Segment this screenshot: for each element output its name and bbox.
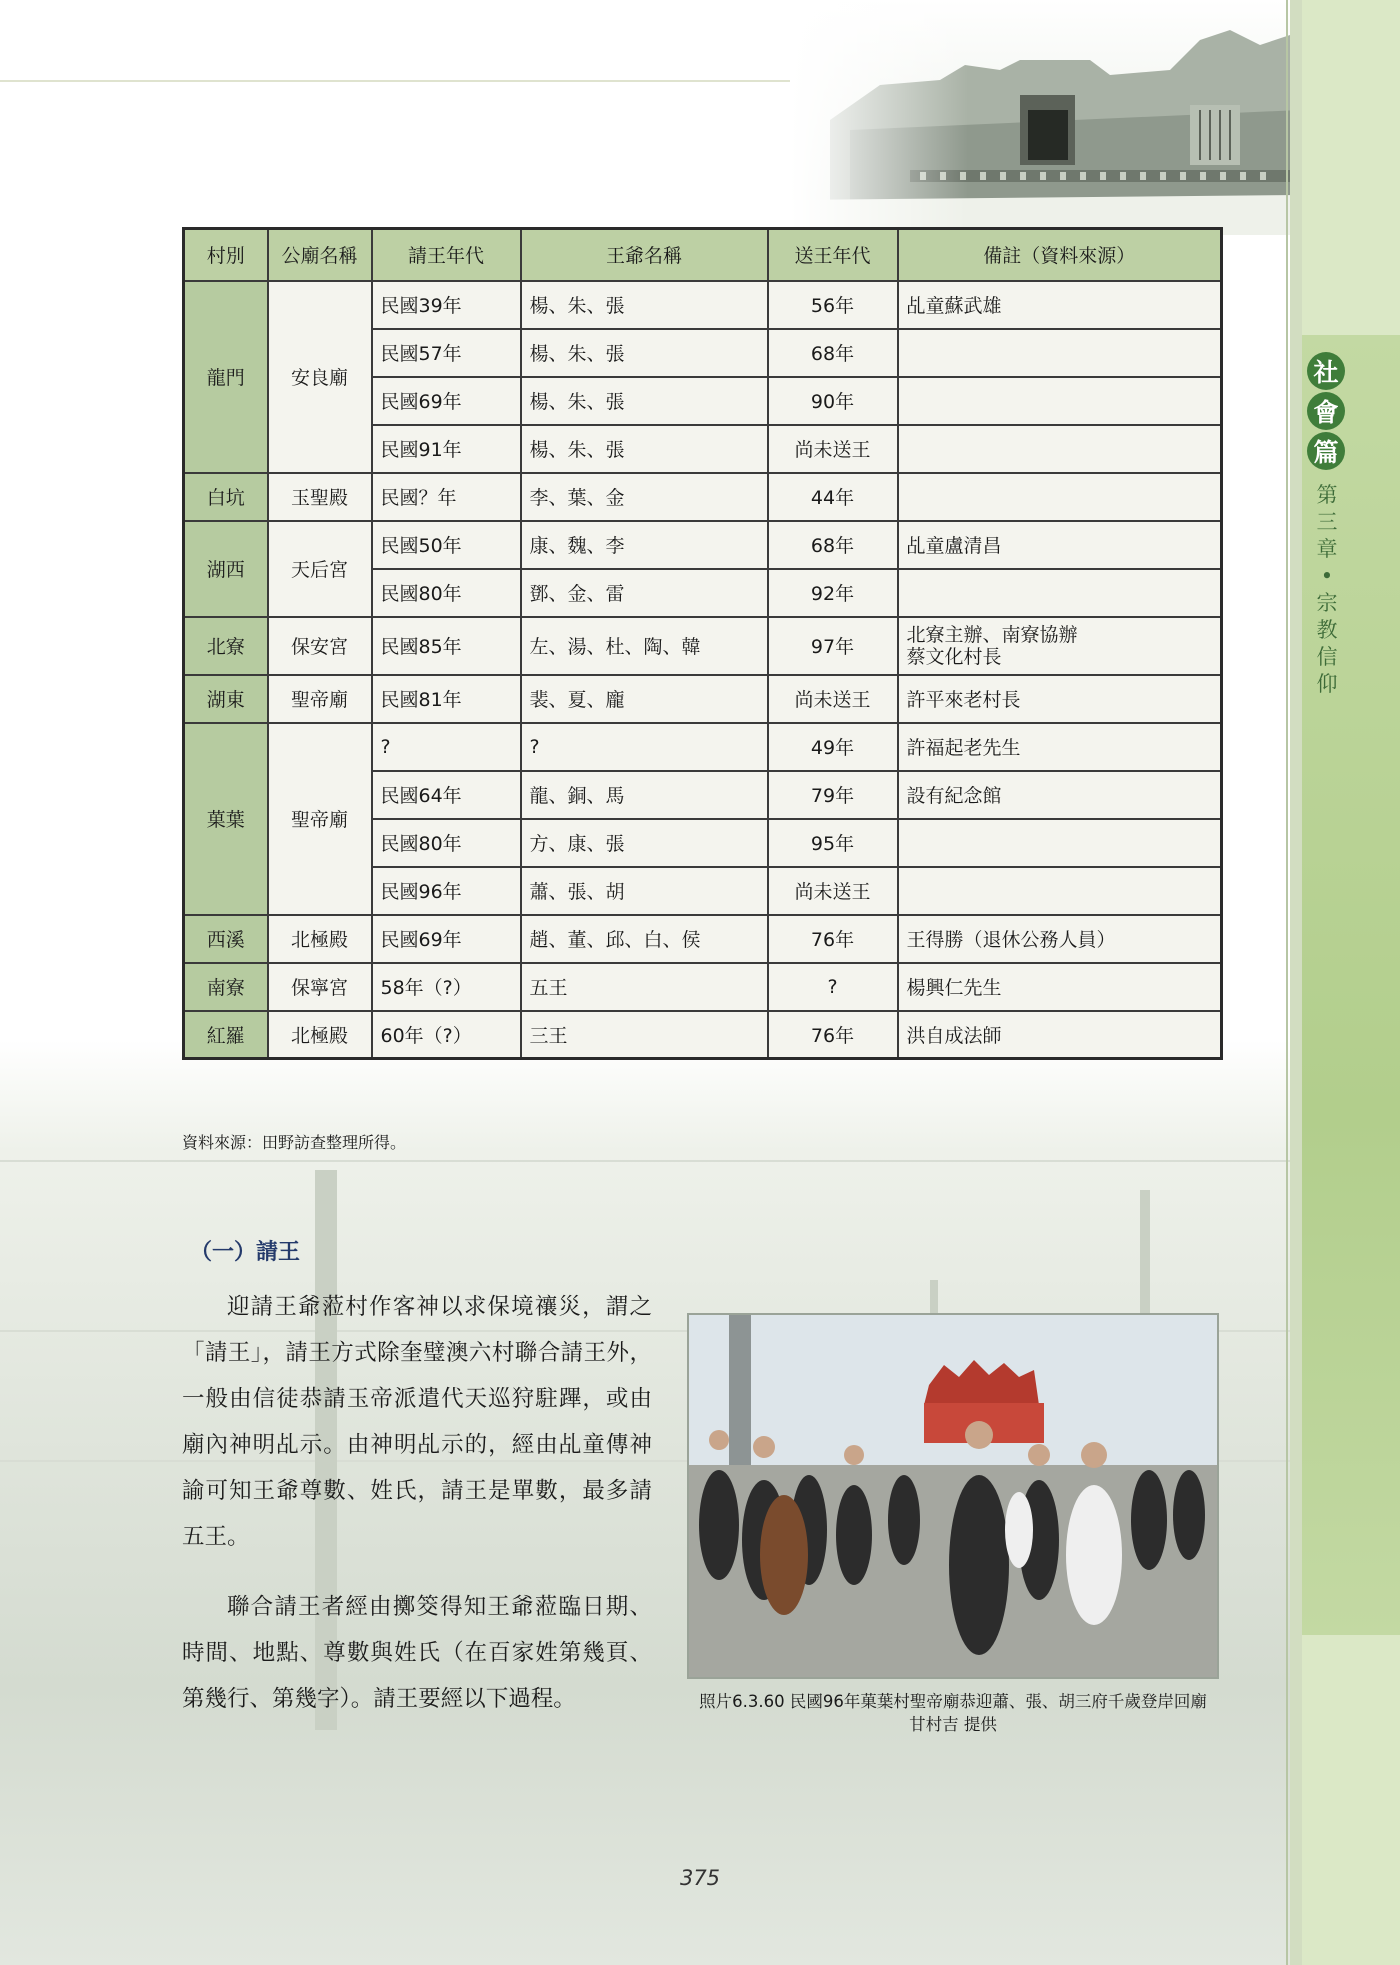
names-cell: 楊、朱、張 [521, 281, 768, 329]
note-cell [898, 867, 1222, 915]
chapter-char: 信 [1316, 645, 1338, 669]
page-number: 375 [679, 1866, 721, 1890]
temple-cell: 北極殿 [268, 915, 372, 963]
send-cell: 76年 [768, 1011, 898, 1059]
section-tab [1307, 352, 1347, 472]
village-cell: 北寮 [184, 617, 268, 675]
temple-cell: 聖帝廟 [268, 675, 372, 723]
note-cell [898, 819, 1222, 867]
invite-cell: 民國85年 [372, 617, 521, 675]
send-cell: 49年 [768, 723, 898, 771]
note-cell: 乩童盧清昌 [898, 521, 1222, 569]
note-cell [898, 617, 1222, 675]
send-cell: 90年 [768, 377, 898, 425]
table-row [184, 521, 1222, 569]
temple-cell: 玉聖殿 [268, 473, 372, 521]
temple-cell: 保安宮 [268, 617, 372, 675]
invite-cell: 民國69年 [372, 915, 521, 963]
names-cell: 趙、董、邱、白、侯 [521, 915, 768, 963]
header-village: 村別 [184, 229, 268, 281]
invite-cell: 民國91年 [372, 425, 521, 473]
invite-cell: 民國80年 [372, 569, 521, 617]
chapter-char: 教 [1316, 618, 1338, 642]
send-cell: 尚未送王 [768, 425, 898, 473]
chapter-label [1313, 482, 1341, 698]
note-line: 北寮主辦、南寮協辦 [906, 623, 1078, 646]
table-header-row [184, 229, 1222, 281]
names-cell: 鄧、金、雷 [521, 569, 768, 617]
names-cell: ? [521, 723, 768, 771]
temple-cell: 北極殿 [268, 1011, 372, 1059]
table-row [184, 675, 1222, 723]
table-row [184, 915, 1222, 963]
invite-cell: 民國80年 [372, 819, 521, 867]
temple-cell: 天后宮 [268, 521, 372, 617]
note-cell: 許平來老村長 [898, 675, 1222, 723]
invite-cell: 民國69年 [372, 377, 521, 425]
invite-cell: 民國81年 [372, 675, 521, 723]
header-house-illustration [790, 0, 1300, 235]
note-cell: 乩童蘇武雄 [898, 281, 1222, 329]
table-source-note: 資料來源：田野訪查整理所得。 [182, 1133, 407, 1152]
names-cell: 左、湯、杜、陶、韓 [521, 617, 768, 675]
chapter-char: 仰 [1316, 672, 1338, 696]
table-row [184, 963, 1222, 1011]
chapter-char: 章 [1316, 537, 1338, 561]
names-cell: 三王 [521, 1011, 768, 1059]
send-cell: ? [768, 963, 898, 1011]
village-cell: 紅羅 [184, 1011, 268, 1059]
names-cell: 康、魏、李 [521, 521, 768, 569]
note-cell [898, 473, 1222, 521]
body-paragraph: 聯合請王者經由擲筊得知王爺蒞臨日期、時間、地點、尊數與姓氏（在百家姓第幾頁、第幾行、第幾字）。請王要經以下過程。 [182, 1594, 652, 1712]
send-cell: 95年 [768, 819, 898, 867]
chapter-char: 宗 [1316, 591, 1338, 615]
note-cell [898, 425, 1222, 473]
send-cell: 79年 [768, 771, 898, 819]
invite-cell: 60年（?） [372, 1011, 521, 1059]
section-char: 會 [1307, 392, 1345, 430]
village-cell: 龍門 [184, 281, 268, 473]
chapter-char: • [1320, 564, 1334, 588]
names-cell: 蕭、張、胡 [521, 867, 768, 915]
invite-cell: 民國？年 [372, 473, 521, 521]
king-invitation-table [182, 227, 1223, 1060]
names-cell: 龍、銅、馬 [521, 771, 768, 819]
village-cell: 西溪 [184, 915, 268, 963]
send-cell: 56年 [768, 281, 898, 329]
names-cell: 楊、朱、張 [521, 425, 768, 473]
note-cell [898, 377, 1222, 425]
procession-photo-illustration [689, 1315, 1217, 1677]
header-send-year: 送王年代 [768, 229, 898, 281]
note-cell [898, 569, 1222, 617]
invite-cell: ? [372, 723, 521, 771]
village-cell: 湖東 [184, 675, 268, 723]
section-char: 篇 [1307, 432, 1345, 470]
temple-cell: 聖帝廟 [268, 723, 372, 915]
temple-cell: 保寧宮 [268, 963, 372, 1011]
invite-cell: 民國96年 [372, 867, 521, 915]
note-cell [898, 329, 1222, 377]
send-cell: 76年 [768, 915, 898, 963]
send-cell: 68年 [768, 521, 898, 569]
invite-cell: 民國39年 [372, 281, 521, 329]
section-heading: （一）請王 [190, 1239, 301, 1265]
names-cell: 楊、朱、張 [521, 377, 768, 425]
header-notes: 備註（資料來源） [898, 229, 1222, 281]
invite-cell: 民國57年 [372, 329, 521, 377]
names-cell: 李、葉、金 [521, 473, 768, 521]
invite-cell: 58年（?） [372, 963, 521, 1011]
table-row [184, 281, 1222, 329]
send-cell: 尚未送王 [768, 675, 898, 723]
temple-cell: 安良廟 [268, 281, 372, 473]
sidebar-inner-strip [1290, 0, 1302, 1965]
invite-cell: 民國50年 [372, 521, 521, 569]
note-cell: 許福起老先生 [898, 723, 1222, 771]
send-cell: 97年 [768, 617, 898, 675]
header-king-names: 王爺名稱 [521, 229, 768, 281]
header-rule [0, 80, 795, 82]
village-cell: 白坑 [184, 473, 268, 521]
procession-photo [687, 1313, 1219, 1679]
invite-cell: 民國64年 [372, 771, 521, 819]
send-cell: 92年 [768, 569, 898, 617]
send-cell: 68年 [768, 329, 898, 377]
table-row [184, 617, 1222, 675]
table-row [184, 473, 1222, 521]
body-paragraph: 迎請王爺蒞村作客神以求保境禳災，謂之「請王」，請王方式除奎璧澳六村聯合請王外，一般由信徒恭請玉帝派遣代天巡狩駐蹕，或由廟內神明乩示。由神明乩示的，經由乩童傳神諭可知王爺尊數、姓氏，請王是單數，最多請五王。 [182, 1294, 652, 1550]
section-char: 社 [1307, 352, 1345, 390]
table-row [184, 723, 1222, 771]
photo-caption: 照片6.3.60 民國96年菓葉村聖帝廟恭迎蕭、張、胡三府千歲登岸回廟 甘村吉 提供 [699, 1692, 1224, 1734]
send-cell: 44年 [768, 473, 898, 521]
header-invite-year: 請王年代 [372, 229, 521, 281]
send-cell: 尚未送王 [768, 867, 898, 915]
table-row [184, 1011, 1222, 1059]
note-line: 蔡文化村長 [906, 645, 1002, 668]
sidebar-rule [1286, 0, 1288, 1965]
note-cell: 楊興仁先生 [898, 963, 1222, 1011]
names-cell: 五王 [521, 963, 768, 1011]
note-cell: 王得勝（退休公務人員） [898, 915, 1222, 963]
village-cell: 菓葉 [184, 723, 268, 915]
note-cell: 設有紀念館 [898, 771, 1222, 819]
header-temple: 公廟名稱 [268, 229, 372, 281]
village-cell: 南寮 [184, 963, 268, 1011]
names-cell: 裴、夏、龐 [521, 675, 768, 723]
names-cell: 楊、朱、張 [521, 329, 768, 377]
village-cell: 湖西 [184, 521, 268, 617]
names-cell: 方、康、張 [521, 819, 768, 867]
chapter-char: 第 [1316, 483, 1338, 507]
note-cell: 洪自成法師 [898, 1011, 1222, 1059]
chapter-char: 三 [1316, 510, 1338, 534]
